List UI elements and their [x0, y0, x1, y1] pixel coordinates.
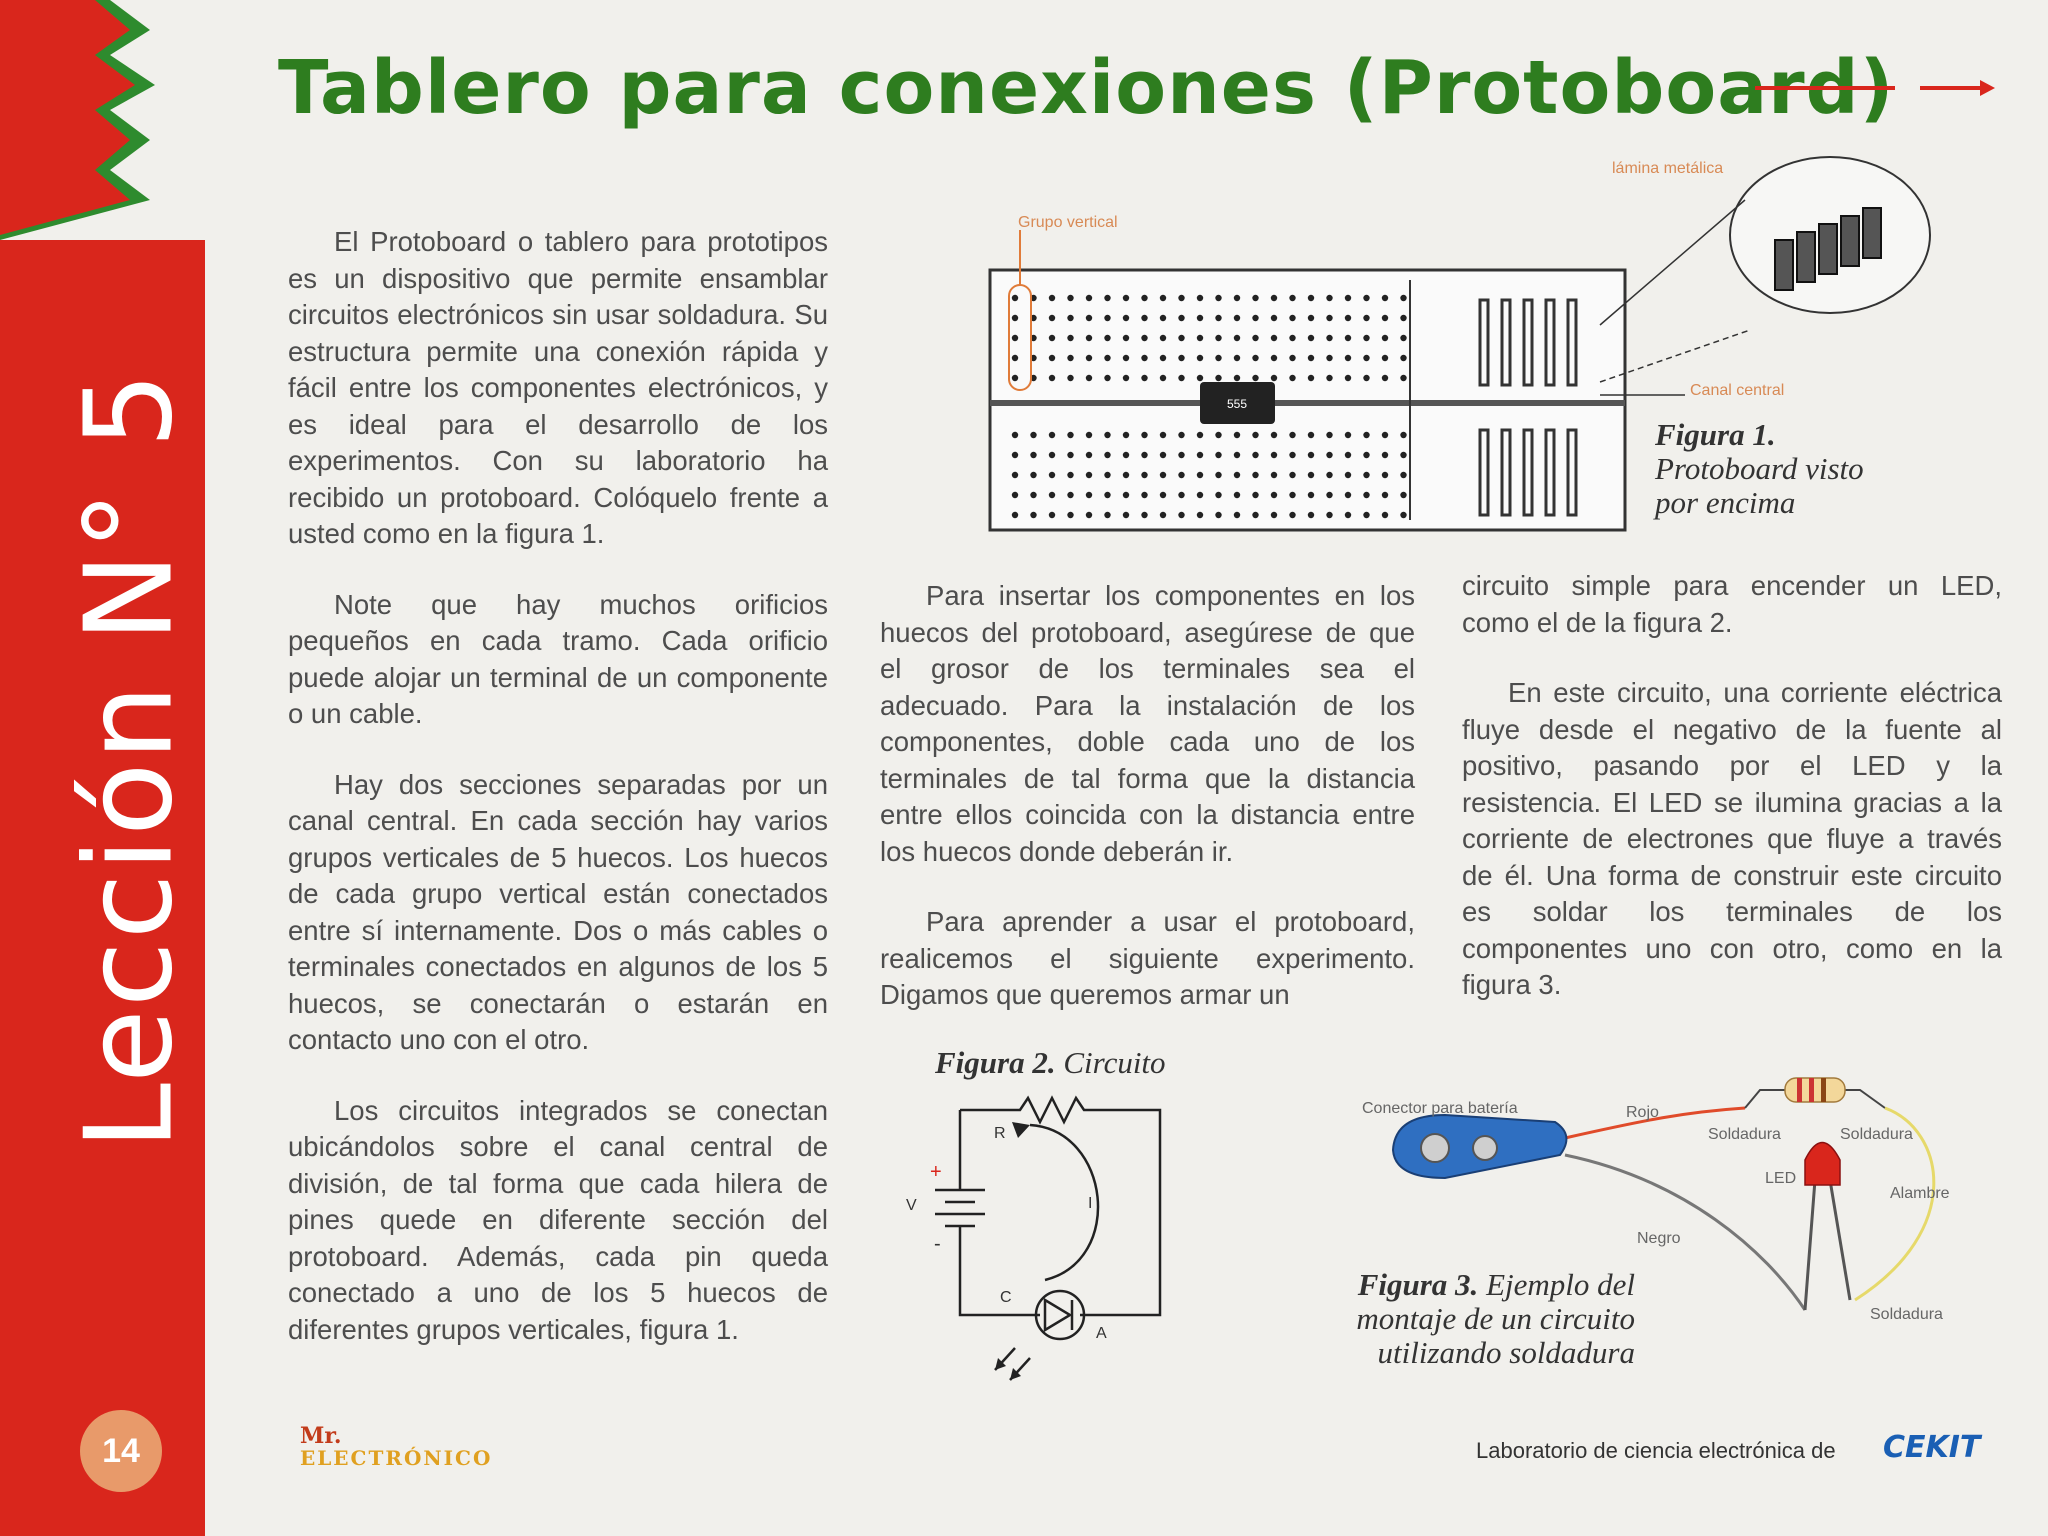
protoboard-hole [1030, 432, 1036, 438]
protoboard-hole [1345, 355, 1351, 361]
protoboard-hole [1123, 335, 1129, 341]
protoboard-hole [1141, 432, 1147, 438]
protoboard-hole [1289, 375, 1295, 381]
protoboard-hole [1345, 335, 1351, 341]
label-soldadura-3: Soldadura [1870, 1306, 1943, 1323]
protoboard-hole [1012, 375, 1018, 381]
protoboard-hole [1086, 355, 1092, 361]
protoboard-hole [1197, 452, 1203, 458]
protoboard-hole [1215, 295, 1221, 301]
protoboard-hole [1308, 295, 1314, 301]
text-column-1 [288, 224, 828, 1382]
protoboard-hole [1215, 335, 1221, 341]
protoboard-hole [1252, 452, 1258, 458]
label-v: V [906, 1197, 917, 1214]
protoboard-hole [1215, 432, 1221, 438]
protoboard-hole [1234, 335, 1240, 341]
figure-3-number: Figura 3. [1357, 1267, 1479, 1302]
protoboard-hole [1197, 512, 1203, 518]
protoboard-hole [1271, 512, 1277, 518]
protoboard-hole [1012, 472, 1018, 478]
protoboard-hole [1400, 375, 1406, 381]
protoboard-hole [1363, 472, 1369, 478]
label-soldadura-2: Soldadura [1840, 1126, 1913, 1143]
protoboard-hole [1049, 512, 1055, 518]
protoboard-hole [1400, 492, 1406, 498]
protoboard-hole [1049, 452, 1055, 458]
protoboard-hole [1104, 295, 1110, 301]
protoboard-hole [1289, 472, 1295, 478]
protoboard-hole [1197, 492, 1203, 498]
protoboard-hole [1178, 512, 1184, 518]
label-soldadura-1: Soldadura [1708, 1126, 1781, 1143]
protoboard-hole [1308, 472, 1314, 478]
protoboard-hole [1086, 452, 1092, 458]
figure-2-number: Figura 2. [935, 1045, 1056, 1080]
protoboard-hole [1086, 492, 1092, 498]
protoboard-hole [1160, 472, 1166, 478]
protoboard-hole [1363, 315, 1369, 321]
protoboard-hole [1197, 375, 1203, 381]
protoboard-hole [1363, 432, 1369, 438]
protoboard-hole [1345, 295, 1351, 301]
protoboard-hole [1197, 472, 1203, 478]
footer-text: Laboratorio de ciencia electrónica de [1476, 1438, 1836, 1463]
protoboard-hole [1234, 315, 1240, 321]
protoboard-hole [1104, 335, 1110, 341]
protoboard-hole [1030, 512, 1036, 518]
protoboard-hole [1400, 355, 1406, 361]
protoboard-hole [1030, 492, 1036, 498]
text-column-2 [880, 578, 1415, 1048]
figure-1-text-line: por encima [1655, 485, 1796, 520]
protoboard-hole [1067, 375, 1073, 381]
protoboard-hole [1400, 452, 1406, 458]
label-lamina: lámina metálica [1612, 160, 1724, 177]
protoboard-hole [1160, 512, 1166, 518]
cekit-logo: CEKIT [1883, 1430, 1981, 1465]
protoboard-hole [1271, 335, 1277, 341]
protoboard-hole [1400, 295, 1406, 301]
protoboard-hole [1215, 512, 1221, 518]
protoboard-hole [1308, 335, 1314, 341]
protoboard-hole [1012, 492, 1018, 498]
protoboard-hole [1123, 315, 1129, 321]
protoboard-hole [1363, 452, 1369, 458]
protoboard-hole [1049, 335, 1055, 341]
protoboard-hole [1197, 355, 1203, 361]
label-a: A [1096, 1325, 1107, 1342]
protoboard-hole [1123, 492, 1129, 498]
protoboard-hole [1012, 355, 1018, 361]
protoboard-hole [1197, 432, 1203, 438]
protoboard-hole [1252, 355, 1258, 361]
protoboard-hole [1308, 492, 1314, 498]
protoboard-hole [1086, 512, 1092, 518]
protoboard-hole [1345, 492, 1351, 498]
protoboard-hole [1141, 315, 1147, 321]
circuit-schematic [900, 1090, 1190, 1390]
protoboard-hole [1289, 315, 1295, 321]
protoboard-hole [1345, 315, 1351, 321]
protoboard-hole [1252, 335, 1258, 341]
label-grupo-vertical: Grupo vertical [1018, 214, 1118, 231]
protoboard-hole [1141, 472, 1147, 478]
protoboard-hole [1104, 432, 1110, 438]
protoboard-hole [1123, 432, 1129, 438]
paragraph: Note que hay muchos orificios pequeños en cada tramo. Cada orificio puede alojar un terminal de un componente o un cable. [288, 588, 828, 729]
protoboard-hole [1382, 295, 1388, 301]
paragraph: Para insertar los componentes en los huecos del protoboard, asegúrese de que el grosor de los terminales sea el adecuado. Para la instalación de los componentes, doble cada uno de los terminales de tal forma que la distancia entre ellos coincida con la distancia entre los huecos donde deberán ir. [880, 580, 1415, 867]
protoboard-hole [1382, 315, 1388, 321]
protoboard-hole [1308, 512, 1314, 518]
protoboard-hole [1123, 512, 1129, 518]
protoboard-hole [1326, 335, 1332, 341]
figure-2-text: Circuito [1063, 1045, 1166, 1080]
protoboard-hole [1345, 452, 1351, 458]
protoboard-hole [1326, 432, 1332, 438]
protoboard-hole [1308, 452, 1314, 458]
label-r: R [994, 1125, 1006, 1142]
protoboard-hole [1160, 432, 1166, 438]
protoboard-hole [1141, 375, 1147, 381]
protoboard-hole [1234, 295, 1240, 301]
protoboard-hole [1326, 452, 1332, 458]
protoboard-hole [1049, 432, 1055, 438]
protoboard-hole [1252, 512, 1258, 518]
protoboard-hole [1345, 512, 1351, 518]
protoboard-hole [1289, 295, 1295, 301]
protoboard-hole [1382, 512, 1388, 518]
protoboard-hole [1289, 432, 1295, 438]
protoboard-hole [1160, 375, 1166, 381]
protoboard-hole [1234, 452, 1240, 458]
protoboard-hole [1178, 295, 1184, 301]
page-title: Tablero para conexiones (Protoboard) [278, 45, 1895, 131]
protoboard-hole [1104, 355, 1110, 361]
label-rojo: Rojo [1626, 1104, 1659, 1121]
protoboard-hole [1030, 472, 1036, 478]
protoboard-hole [1086, 375, 1092, 381]
protoboard-hole [1382, 452, 1388, 458]
protoboard-hole [1104, 375, 1110, 381]
protoboard-hole [1215, 492, 1221, 498]
label-connector: Conector para batería [1362, 1100, 1518, 1117]
protoboard-hole [1030, 452, 1036, 458]
protoboard-hole [1363, 375, 1369, 381]
protoboard-hole [1252, 432, 1258, 438]
label-plus: + [930, 1161, 942, 1183]
protoboard-hole [1363, 335, 1369, 341]
protoboard-hole [1141, 492, 1147, 498]
protoboard-hole [1400, 335, 1406, 341]
paragraph: Para aprender a usar el protoboard, realicemos el siguiente experimento. Digamos que queremos armar un [880, 906, 1415, 1010]
protoboard-hole [1067, 335, 1073, 341]
protoboard-hole [1178, 452, 1184, 458]
protoboard-hole [1178, 315, 1184, 321]
protoboard-hole [1067, 315, 1073, 321]
protoboard-hole [1271, 492, 1277, 498]
protoboard-hole [1049, 375, 1055, 381]
protoboard-hole [1012, 315, 1018, 321]
protoboard-hole [1160, 452, 1166, 458]
protoboard-hole [1104, 472, 1110, 478]
protoboard-hole [1363, 492, 1369, 498]
protoboard-hole [1400, 472, 1406, 478]
protoboard-hole [1104, 315, 1110, 321]
figure-1-caption [1655, 418, 1864, 520]
protoboard-hole [1326, 355, 1332, 361]
protoboard-hole [1197, 315, 1203, 321]
protoboard-hole [1178, 335, 1184, 341]
protoboard-hole [1160, 492, 1166, 498]
figure-3-text-line: montaje de un circuito [1356, 1301, 1635, 1336]
protoboard-hole [1123, 355, 1129, 361]
protoboard-hole [1141, 512, 1147, 518]
protoboard-hole [1160, 335, 1166, 341]
protoboard-hole [1178, 492, 1184, 498]
protoboard-hole [1271, 375, 1277, 381]
figure-2-caption [935, 1045, 1166, 1081]
protoboard-hole [1104, 512, 1110, 518]
protoboard-hole [1012, 432, 1018, 438]
protoboard-hole [1123, 295, 1129, 301]
protoboard-hole [1289, 335, 1295, 341]
protoboard-hole [1067, 492, 1073, 498]
figure-1-number: Figura 1. [1655, 417, 1776, 452]
protoboard-hole [1271, 452, 1277, 458]
protoboard-hole [1123, 375, 1129, 381]
chip-label: 555 [1226, 397, 1248, 411]
protoboard-hole [1178, 432, 1184, 438]
protoboard-hole [1382, 375, 1388, 381]
paragraph: circuito simple para encender un LED, como el de la figura 2. [1462, 570, 2002, 638]
protoboard-hole [1345, 432, 1351, 438]
figure-3-caption [1305, 1268, 1635, 1370]
protoboard-hole [1271, 295, 1277, 301]
label-minus: - [934, 1233, 941, 1255]
protoboard-hole [1234, 375, 1240, 381]
protoboard-hole [1289, 452, 1295, 458]
protoboard-hole [1234, 512, 1240, 518]
protoboard-hole [1160, 355, 1166, 361]
protoboard-hole [1308, 315, 1314, 321]
protoboard-hole [1345, 472, 1351, 478]
text-column-3 [1462, 568, 2002, 1038]
protoboard-hole [1086, 432, 1092, 438]
protoboard-hole [1067, 472, 1073, 478]
protoboard-hole [1067, 295, 1073, 301]
protoboard-hole [1197, 335, 1203, 341]
paragraph: Hay dos secciones separadas por un canal central. En cada sección hay varios grupos verticales de 5 huecos. Los huecos de cada grupo vertical están conectados entre sí internamente. Dos o más cables o terminales conectados en algunos de los 5 huecos, se conectarán o estarán en contacto uno con el otro. [288, 768, 828, 1055]
protoboard-hole [1252, 315, 1258, 321]
protoboard-hole [1308, 355, 1314, 361]
protoboard-hole [1067, 512, 1073, 518]
protoboard-hole [1178, 472, 1184, 478]
protoboard-hole [1123, 452, 1129, 458]
protoboard-hole [1160, 315, 1166, 321]
leaf-decoration [0, 0, 205, 240]
protoboard-hole [1141, 355, 1147, 361]
protoboard-hole [1326, 295, 1332, 301]
label-i: I [1088, 1195, 1093, 1212]
label-c: C [1000, 1289, 1012, 1306]
protoboard-hole [1289, 355, 1295, 361]
label-canal-central: Canal central [1690, 382, 1785, 399]
protoboard-hole [1382, 355, 1388, 361]
page-number: 14 [80, 1410, 162, 1492]
protoboard-hole [1252, 492, 1258, 498]
protoboard-hole [1382, 472, 1388, 478]
protoboard-hole [1049, 295, 1055, 301]
protoboard-hole [1049, 492, 1055, 498]
paragraph: Los circuitos integrados se conectan ubicándolos sobre el canal central de división, de tal forma que cada hilera de pines quede en diferente sección del protoboard. Además, cada pin queda conectado a uno de los 5 huecos de diferentes grupos verticales, figura 1. [288, 1094, 828, 1345]
figure-3-text-line: utilizando soldadura [1377, 1335, 1635, 1370]
protoboard-hole [1234, 432, 1240, 438]
protoboard-hole [1326, 375, 1332, 381]
protoboard-hole [1271, 432, 1277, 438]
protoboard-hole [1234, 355, 1240, 361]
protoboard-hole [1178, 375, 1184, 381]
protoboard-hole [1049, 355, 1055, 361]
lesson-label: Lección N° 5 [60, 370, 200, 1150]
mr-electronico-logo: Mr. ELECTRÓNICO [300, 1423, 493, 1470]
protoboard-hole [1086, 315, 1092, 321]
protoboard-hole [1012, 512, 1018, 518]
protoboard-hole [1308, 375, 1314, 381]
protoboard-hole [1289, 512, 1295, 518]
protoboard-hole [1382, 335, 1388, 341]
protoboard-hole [1012, 335, 1018, 341]
protoboard-hole [1363, 355, 1369, 361]
protoboard-hole [1271, 472, 1277, 478]
protoboard-hole [1104, 452, 1110, 458]
protoboard-hole [1104, 492, 1110, 498]
figure-3-text-line: Ejemplo del [1486, 1267, 1635, 1302]
protoboard-hole [1400, 315, 1406, 321]
protoboard-hole [1215, 472, 1221, 478]
protoboard-hole [1234, 492, 1240, 498]
protoboard-hole [1326, 512, 1332, 518]
protoboard-hole [1141, 452, 1147, 458]
protoboard-hole [1012, 452, 1018, 458]
protoboard-hole [1215, 315, 1221, 321]
protoboard-hole [1326, 492, 1332, 498]
protoboard-hole [1252, 295, 1258, 301]
protoboard-hole [1271, 315, 1277, 321]
figure-1-text-line: Protoboard visto [1655, 451, 1864, 486]
protoboard-hole [1123, 472, 1129, 478]
protoboard-hole [1215, 355, 1221, 361]
protoboard-hole [1067, 355, 1073, 361]
protoboard-hole [1178, 355, 1184, 361]
protoboard-hole [1141, 295, 1147, 301]
paragraph: En este circuito, una corriente eléctrica fluye desde el negativo de la fuente al positivo, pasando por el LED y la resistencia. El LED se ilumina gracias a la corriente de electrones que fluye a través de él. Una forma de construir este circuito es soldar los terminales de los componentes uno con otro, como en la figura 3. [1462, 677, 2002, 1000]
sidebar-band [0, 0, 205, 1536]
protoboard-hole [1086, 335, 1092, 341]
protoboard-hole [1308, 432, 1314, 438]
protoboard-hole [1160, 295, 1166, 301]
protoboard-hole [1067, 432, 1073, 438]
label-alambre: Alambre [1890, 1185, 1950, 1202]
protoboard-hole [1400, 432, 1406, 438]
protoboard-hole [1363, 512, 1369, 518]
protoboard-hole [1252, 375, 1258, 381]
protoboard-hole [1252, 472, 1258, 478]
protoboard-hole [1271, 355, 1277, 361]
protoboard-hole [1049, 315, 1055, 321]
protoboard-hole [1141, 335, 1147, 341]
protoboard-hole [1067, 452, 1073, 458]
protoboard-hole [1234, 472, 1240, 478]
arrow-right-icon [1755, 78, 1995, 98]
protoboard-hole [1197, 295, 1203, 301]
protoboard-hole [1049, 472, 1055, 478]
paragraph: El Protoboard o tablero para prototipos es un dispositivo que permite ensamblar circuitos electrónicos sin usar soldadura. Su estructura permite una conexión rápida y fácil entre los componentes electrónicos, y es ideal para el desarrollo de los experimentos. Con su laboratorio ha recibido un protoboard. Colóquelo frente a usted como en la figura 1. [288, 226, 828, 549]
label-led: LED [1765, 1170, 1797, 1187]
protoboard-hole [1086, 295, 1092, 301]
protoboard-hole [1400, 512, 1406, 518]
protoboard-hole [1215, 375, 1221, 381]
protoboard-hole [1215, 452, 1221, 458]
protoboard-hole [1345, 375, 1351, 381]
protoboard-hole [1012, 295, 1018, 301]
protoboard-hole [1086, 472, 1092, 478]
protoboard-hole [1326, 472, 1332, 478]
protoboard-hole [1326, 315, 1332, 321]
protoboard-hole [1289, 492, 1295, 498]
protoboard-hole [1382, 492, 1388, 498]
protoboard-hole [1363, 295, 1369, 301]
protoboard-hole [1382, 432, 1388, 438]
label-negro: Negro [1637, 1230, 1681, 1247]
